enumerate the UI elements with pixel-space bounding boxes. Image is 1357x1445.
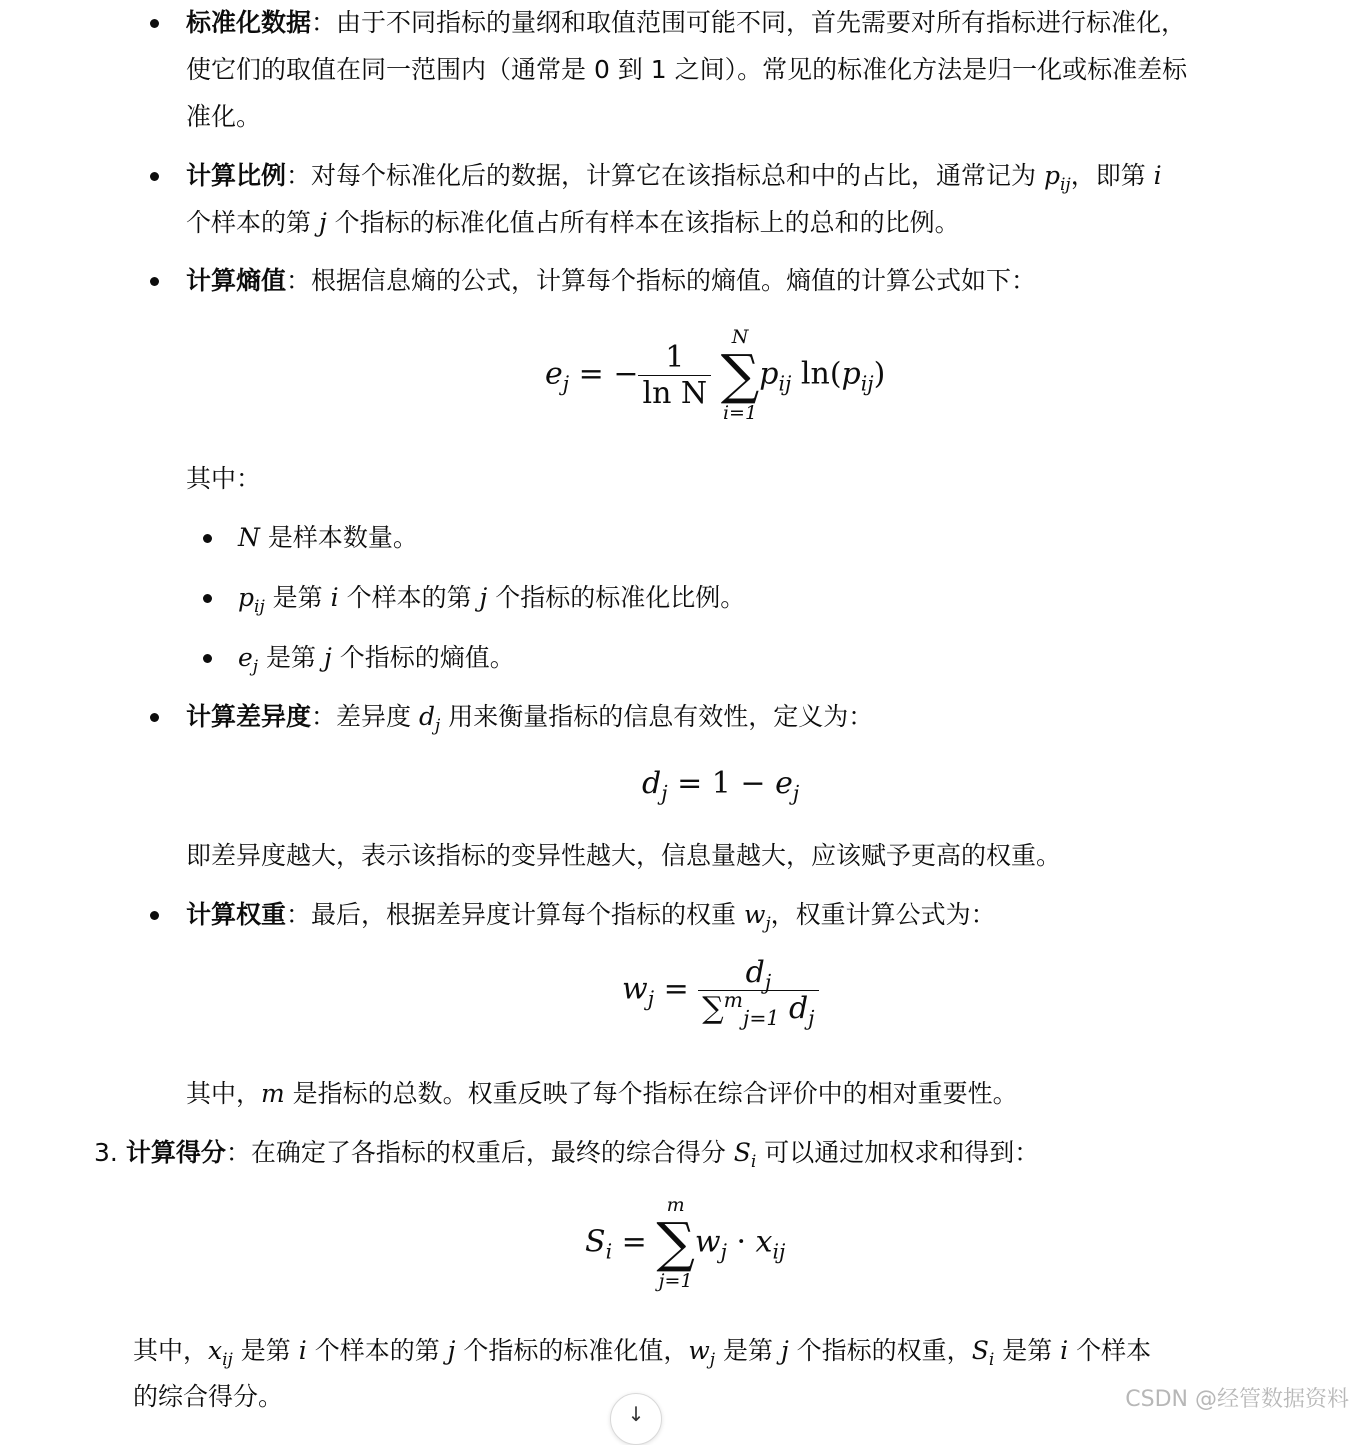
bullet-ratio-line1: 计算比例：对每个标准化后的数据，计算它在该指标总和中的占比，通常记为 $p_{ij}$，即第 i <box>186 161 1162 195</box>
bullet-dot <box>203 654 212 663</box>
score-formula: $S_i$ = m ∑ j=1 $w_j \cdot x_{ij}$ <box>585 1194 786 1292</box>
bullet-dot <box>203 534 212 543</box>
bullet-standardize-line1: 标准化数据：由于不同指标的量纲和取值范围可能不同，首先需要对所有指标进行标准化， <box>186 8 1187 37</box>
scroll-down-button[interactable] <box>610 1393 662 1445</box>
difference-note: 即差异度越大，表示该指标的变异性越大，信息量越大，应该赋予更高的权重。 <box>186 841 1062 870</box>
bullet-title: 计算权重 <box>186 900 287 929</box>
bullet-entropy-line: 计算熵值：根据信息熵的公式，计算每个指标的熵值。熵值的计算公式如下： <box>186 266 1037 295</box>
bullet-dot <box>150 172 159 181</box>
bullet-dot <box>150 911 159 920</box>
difference-formula: $d_j = 1 - e_j$ <box>642 766 800 806</box>
entropy-item-e: $e_j$ 是第 j 个指标的熵值。 <box>238 643 515 677</box>
bullet-standardize-line2: 使它们的取值在同一范围内（通常是 0 到 1 之间）。常见的标准化方法是归一化或标准差标 <box>186 55 1188 84</box>
bullet-title: 计算差异度 <box>186 702 312 731</box>
watermark: CSDN @经管数据资料 <box>1125 1387 1349 1412</box>
bullet-dot <box>150 713 159 722</box>
bullet-dot <box>150 277 159 286</box>
bullet-ratio-line2: 个样本的第 j 个指标的标准化值占所有样本在该指标上的总和的比例。 <box>186 208 960 237</box>
weight-formula: $w_j$ = $\frac{d_j}{\sum^m_{j=1} d_j}$ <box>622 955 819 1026</box>
entropy-formula: $e_j$ = − $\frac{1}{\text{ln N}}$ N ∑ i=1 $p_{ij}$ $\ln(p_{ij})$ <box>545 326 886 424</box>
bullet-standardize-line3: 准化。 <box>186 102 262 131</box>
step-3-line: 3. 计算得分：在确定了各指标的权重后，最终的综合得分 $S_i$ 可以通过加权求和得到： <box>94 1138 1040 1172</box>
weight-note: 其中，m 是指标的总数。权重反映了每个指标在综合评价中的相对重要性。 <box>186 1079 1018 1108</box>
bullet-weight-line: 计算权重：最后，根据差异度计算每个指标的权重 $w_j$，权重计算公式为： <box>186 900 996 934</box>
step-title: 计算得分 <box>125 1138 226 1167</box>
bullet-title: 计算熵值 <box>186 266 287 295</box>
score-note-line1: 其中，$x_{ij}$ 是第 i 个样本的第 j 个指标的标准化值，$w_j$ 是第 j 个指标的权重，$S_i$ 是第 i 个样本 <box>133 1336 1152 1370</box>
entropy-item-p: $p_{ij}$ 是第 i 个样本的第 j 个指标的标准化比例。 <box>238 583 746 617</box>
summation: m ∑ j=1 <box>656 1194 695 1292</box>
bullet-title: 计算比例 <box>186 161 287 190</box>
summation: N ∑ i=1 <box>720 326 760 424</box>
fraction: $\frac{1}{\text{ln N}}$ <box>638 340 711 411</box>
score-note-line2: 的综合得分。 <box>133 1382 284 1411</box>
entropy-item-n: N 是样本数量。 <box>238 523 418 552</box>
fraction: $\frac{d_j}{\sum^m_{j=1} d_j}$ <box>698 955 818 1026</box>
arrow-down-icon: ↓ <box>627 1402 645 1426</box>
bullet-dot <box>150 19 159 28</box>
bullet-difference-line: 计算差异度：差异度 $d_j$ 用来衡量指标的信息有效性，定义为： <box>186 702 874 736</box>
bullet-dot <box>203 594 212 603</box>
bullet-title: 标准化数据 <box>186 8 312 37</box>
entropy-where: 其中： <box>186 464 262 493</box>
